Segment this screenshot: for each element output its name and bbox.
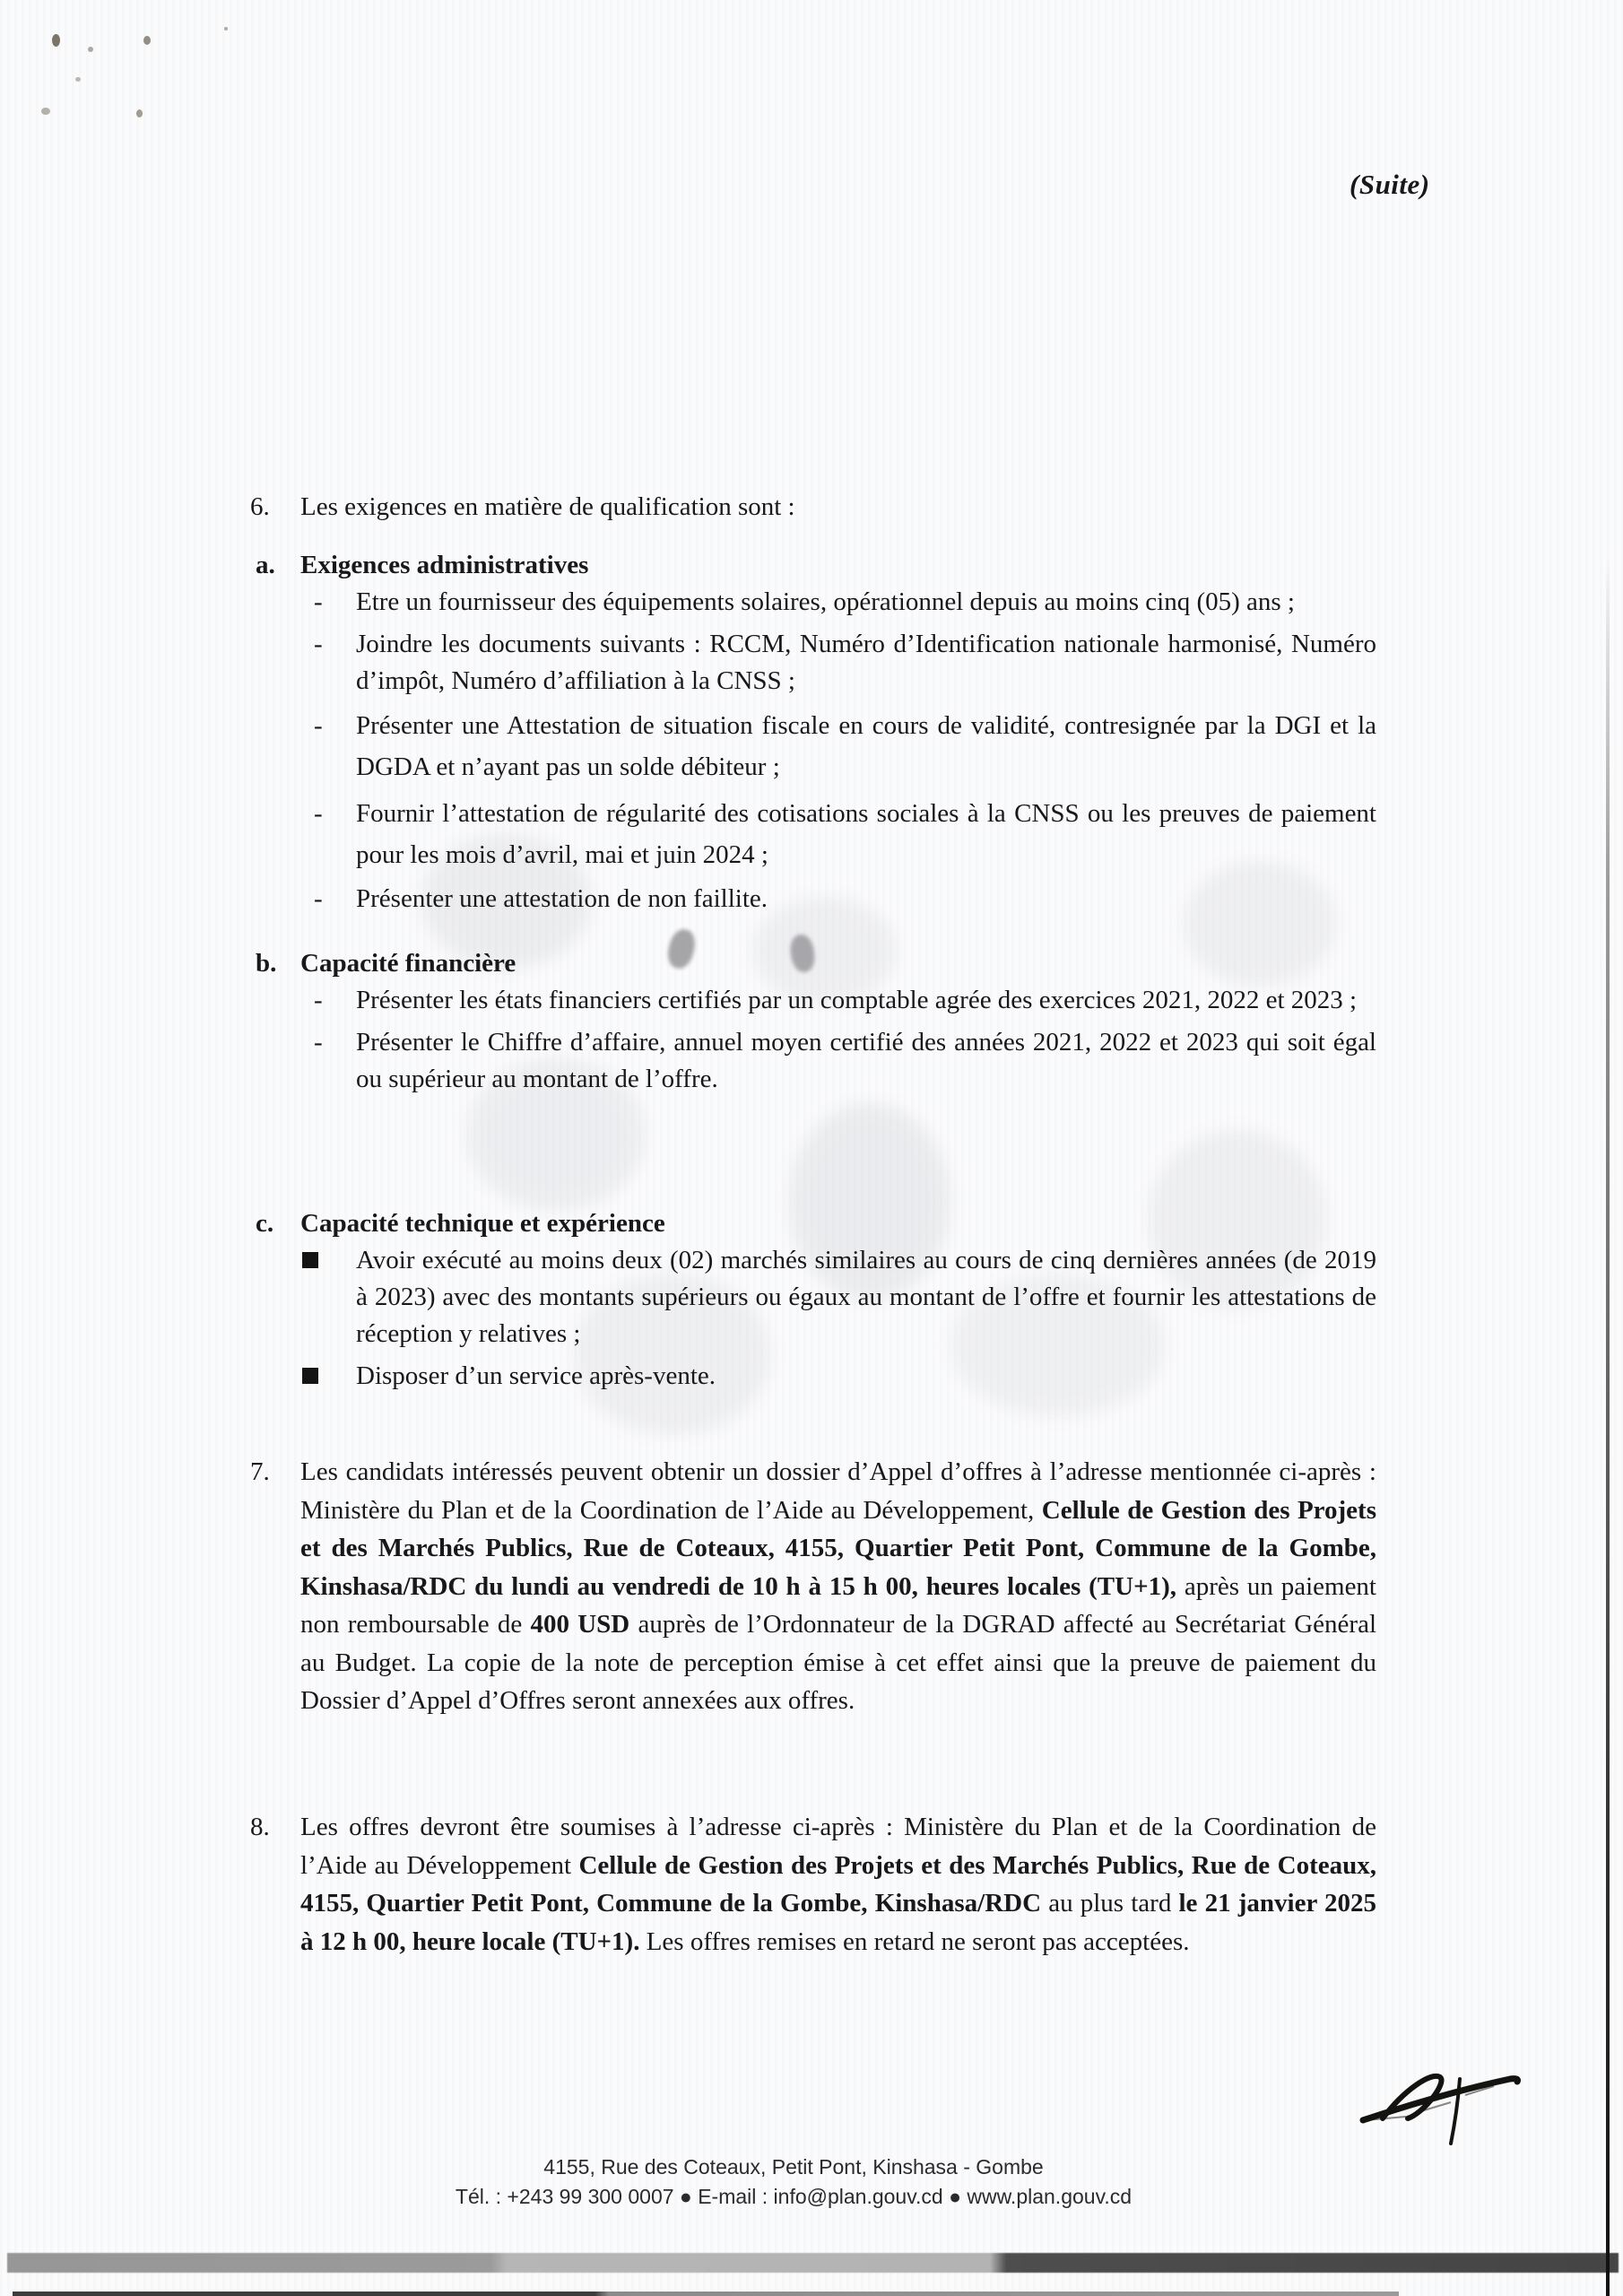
dash-list — [300, 584, 1376, 918]
list-item-text: Avoir exécuté au moins deux (02) marchés similaires au cours de cinq dernières années (de 2019 à 2023) avec des montants supérieurs ou égaux au montant de l’offre et fournir les attestations de réception y relatives ; — [356, 1246, 1376, 1348]
signature-mark — [1352, 2038, 1532, 2154]
paragraph-obtain-tender — [250, 1453, 1376, 1720]
text-segment: Les candidats intéressés peuvent obtenir un dossier d’Appel d’offres à l’adresse mentionnée ci-après : Ministère du Plan et de la Coordination de l’Aide au Développement, — [300, 1457, 1376, 1525]
list-item-text: Présenter les états financiers certifiés par un comptable agrée des exercices 2021, 2022 et 2023 ; — [356, 986, 1358, 1014]
dash-bullet: - — [314, 711, 323, 740]
list-item — [300, 705, 1376, 787]
scan-bar-bottom-artifact — [13, 2292, 1399, 2296]
continuation-label: (Suite) — [1350, 169, 1430, 200]
item-number: 7. — [250, 1457, 270, 1486]
list-item — [300, 1242, 1376, 1352]
page-edge-shadow — [1606, 556, 1610, 2296]
section-heading — [256, 547, 1376, 584]
section-exigences-administratives — [256, 547, 1376, 923]
square-list — [300, 1242, 1376, 1395]
list-item — [300, 1024, 1376, 1098]
text-segment-bold: Cellule de Gestion des Projets et des Marchés Publics, Rue de Coteaux, 4155, Quartier Petit Pont, Commune de la Gombe, Kinshasa/RDC du lundi au vendredi de 10 h à 15 h 00, heures locales (TU+1), — [300, 1495, 1376, 1601]
section-letter: b. — [256, 949, 277, 978]
letterhead-footer — [0, 2152, 1605, 2212]
list-item-text: Fournir l’attestation de régularité des cotisations sociales à la CNSS ou les preuves de paiement pour les mois d’avril, mai et juin 2024 ; — [356, 799, 1376, 869]
section-title: Exigences administratives — [300, 551, 589, 579]
square-bullet-icon — [302, 1252, 318, 1268]
dash-list — [300, 982, 1376, 1098]
dash-bullet: - — [314, 799, 323, 828]
list-item — [300, 881, 1376, 918]
section-heading — [256, 945, 1376, 982]
list-item-text: Disposer d’un service après-vente. — [356, 1361, 716, 1390]
ink-speck — [136, 109, 143, 117]
section-capacite-technique — [256, 1205, 1376, 1400]
text-segment: auprès de l’Ordonnateur de la DGRAD affecté au Secrétariat Général au Budget. La copie de la note de perception émise à cet effet ainsi que la preuve de paiement du Dossier d’Appel d’Offres seront annexées aux offres. — [300, 1610, 1376, 1715]
footer-address: 4155, Rue des Coteaux, Petit Pont, Kinshasa - Gombe — [543, 2155, 1044, 2179]
section-letter: c. — [256, 1209, 274, 1238]
item-number: 6. — [250, 492, 270, 521]
section-letter: a. — [256, 551, 275, 579]
list-item — [300, 626, 1376, 700]
ink-speck — [41, 108, 50, 115]
dash-bullet: - — [314, 986, 323, 1014]
section-heading — [256, 1205, 1376, 1242]
list-item — [300, 982, 1376, 1019]
paragraph-submit-offers — [250, 1808, 1377, 1961]
footer-contacts: Tél. : +243 99 300 0007 ● E-mail : info@plan.gouv.cd ● www.plan.gouv.cd — [455, 2185, 1133, 2208]
item-text: Les exigences en matière de qualification sont : — [300, 492, 795, 521]
list-item-text: Présenter une attestation de non faillite. — [356, 884, 768, 913]
list-item — [300, 1358, 1376, 1395]
section-capacite-financiere — [256, 945, 1376, 1103]
dash-bullet: - — [314, 630, 323, 658]
dash-bullet: - — [314, 1028, 323, 1057]
text-segment: au plus tard — [1041, 1889, 1179, 1918]
ink-speck — [224, 27, 228, 30]
list-item-text: Joindre les documents suivants : RCCM, Numéro d’Identification nationale harmonisé, Numéro d’impôt, Numéro d’affiliation à la CNSS ; — [356, 630, 1376, 695]
qualification-intro — [250, 489, 1376, 526]
ink-speck — [52, 34, 60, 47]
text-segment-bold: 400 USD — [530, 1610, 630, 1639]
ink-speck — [143, 36, 151, 45]
section-title: Capacité financière — [300, 949, 516, 978]
text-segment-bold: le 21 janvier 2025 à 12 h 00, heure locale (TU+1). — [300, 1889, 1376, 1956]
text-segment-bold: Cellule de Gestion des Projets et des Marchés Publics, Rue de Coteaux, 4155, Quartier Petit Pont, Commune de la Gombe, Kinshasa/RDC — [300, 1850, 1377, 1918]
list-item — [300, 584, 1376, 621]
square-bullet-icon — [302, 1368, 318, 1384]
text-segment: Les offres devront être soumises à l’adresse ci-après : Ministère du Plan et de la Coordination de l’Aide au Développement — [300, 1813, 1376, 1880]
list-item-text: Présenter une Attestation de situation fiscale en cours de validité, contresignée par la DGI et la DGDA et n’ayant pas un solde débiteur ; — [356, 711, 1376, 781]
list-item — [300, 793, 1376, 875]
ink-speck — [88, 47, 93, 52]
dash-bullet: - — [314, 884, 323, 913]
list-item-text: Présenter le Chiffre d’affaire, annuel moyen certifié des années 2021, 2022 et 2023 qui soit égal ou supérieur au montant de l’offre. — [356, 1028, 1376, 1093]
section-title: Capacité technique et expérience — [300, 1209, 665, 1238]
text-segment: après un paiement non remboursable de — [300, 1571, 1376, 1639]
list-item-text: Etre un fournisseur des équipements solaires, opérationnel depuis au moins cinq (05) ans ; — [356, 587, 1295, 616]
ink-speck — [75, 77, 81, 82]
scan-bar-artifact — [7, 2253, 1619, 2273]
text-segment: Les offres remises en retard ne seront pas acceptées. — [639, 1926, 1190, 1956]
dash-bullet: - — [314, 587, 323, 616]
item-number: 8. — [250, 1813, 270, 1841]
